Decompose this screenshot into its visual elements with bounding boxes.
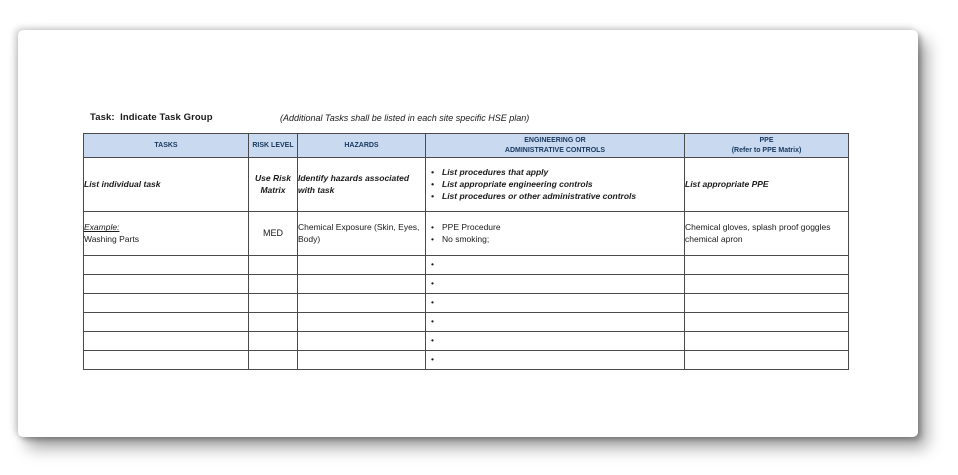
controls-cell	[426, 351, 685, 370]
empty-row	[84, 294, 849, 313]
hazards-cell	[298, 256, 426, 275]
column-header-label-line2: (Refer to PPE Matrix)	[731, 146, 802, 154]
bullet-item	[426, 191, 684, 202]
risk-level-cell	[249, 256, 298, 275]
risk-level-cell	[249, 351, 298, 370]
tasks-cell	[84, 275, 249, 294]
ppe-cell	[685, 313, 849, 332]
hazards-cell: Chemical Exposure (Skin, Eyes, Body)	[298, 212, 426, 256]
column-header-label: RISK LEVEL	[252, 141, 294, 149]
bullet-icon: •	[431, 178, 434, 189]
empty-row	[84, 275, 849, 294]
risk-level-cell	[249, 313, 298, 332]
bullet-icon: •	[431, 316, 434, 327]
hazards-cell	[298, 275, 426, 294]
bullet-icon: •	[431, 234, 434, 244]
column-header-label-line1: ENGINEERING OR	[524, 137, 586, 145]
hazards-cell	[298, 351, 426, 370]
example-label: Example:	[84, 222, 120, 233]
risk-level-cell	[249, 294, 298, 313]
instruction-row	[84, 158, 849, 212]
column-header-label-line2: ADMINISTRATIVE CONTROLS	[504, 146, 606, 154]
task-note: (Additional Tasks shall be listed in each site specific HSE plan)	[280, 113, 530, 123]
risk-level-cell: MED	[249, 212, 298, 256]
bullet-icon: •	[431, 259, 434, 270]
bullet-item	[426, 234, 684, 245]
tasks-cell	[84, 332, 249, 351]
hazards-cell	[298, 313, 426, 332]
bullet-text: PPE Procedure	[442, 221, 501, 232]
controls-cell	[426, 158, 685, 212]
hazards-cell: Identify hazards associated with task	[298, 158, 426, 212]
hazards-cell	[298, 294, 426, 313]
bullet-item	[426, 222, 684, 233]
risk-level-cell	[249, 332, 298, 351]
bullet-item	[426, 179, 684, 190]
bullet-icon: •	[431, 191, 434, 202]
column-header-label: TASKS	[154, 141, 178, 149]
ppe-cell	[685, 294, 849, 313]
bullet-icon: •	[431, 354, 434, 365]
tasks-cell	[84, 294, 249, 313]
ppe-cell: Chemical gloves, splash proof goggles chemical apron	[685, 212, 849, 256]
controls-cell	[426, 313, 685, 332]
column-header-risk-level	[249, 134, 298, 158]
tasks-cell	[84, 212, 249, 256]
bullet-text: List appropriate engineering controls	[442, 178, 593, 189]
bullet-icon: •	[431, 297, 434, 308]
column-header-label: HAZARDS	[344, 141, 379, 149]
empty-row	[84, 313, 849, 332]
bullet-icon: •	[431, 221, 434, 232]
bullet-icon: •	[431, 335, 434, 346]
example-row	[84, 212, 849, 256]
ppe-cell	[685, 256, 849, 275]
column-header-controls	[426, 134, 685, 158]
tasks-cell	[84, 313, 249, 332]
example-task: Washing Parts	[84, 233, 139, 244]
controls-cell	[426, 256, 685, 275]
header-row	[84, 134, 849, 158]
bullet-text: List procedures or other administrative controls	[442, 191, 637, 202]
bullet-text: No smoking;	[442, 234, 490, 244]
controls-cell	[426, 212, 685, 256]
tasks-cell	[84, 256, 249, 275]
column-header-label-line1: PPE	[759, 137, 774, 145]
bullet-item	[426, 167, 684, 178]
empty-row	[84, 332, 849, 351]
ppe-cell	[685, 332, 849, 351]
empty-row	[84, 351, 849, 370]
controls-cell	[426, 275, 685, 294]
controls-cell	[426, 294, 685, 313]
column-header-tasks	[84, 134, 249, 158]
bullet-icon: •	[431, 278, 434, 289]
tasks-cell: List individual task	[84, 158, 249, 212]
task-group-label: Task: Indicate Task Group	[90, 112, 213, 123]
hazards-cell	[298, 332, 426, 351]
column-header-ppe	[685, 134, 849, 158]
ppe-cell	[685, 351, 849, 370]
controls-cell	[426, 332, 685, 351]
risk-level-cell: Use Risk Matrix	[249, 158, 298, 212]
empty-row	[84, 256, 849, 275]
risk-level-cell	[249, 275, 298, 294]
hse-task-table	[83, 133, 849, 370]
column-header-hazards	[298, 134, 426, 158]
ppe-cell: List appropriate PPE	[685, 158, 849, 212]
ppe-cell	[685, 275, 849, 294]
bullet-text: List procedures that apply	[442, 166, 549, 177]
tasks-cell	[84, 351, 249, 370]
document-page	[18, 30, 918, 437]
bullet-icon: •	[431, 166, 434, 177]
